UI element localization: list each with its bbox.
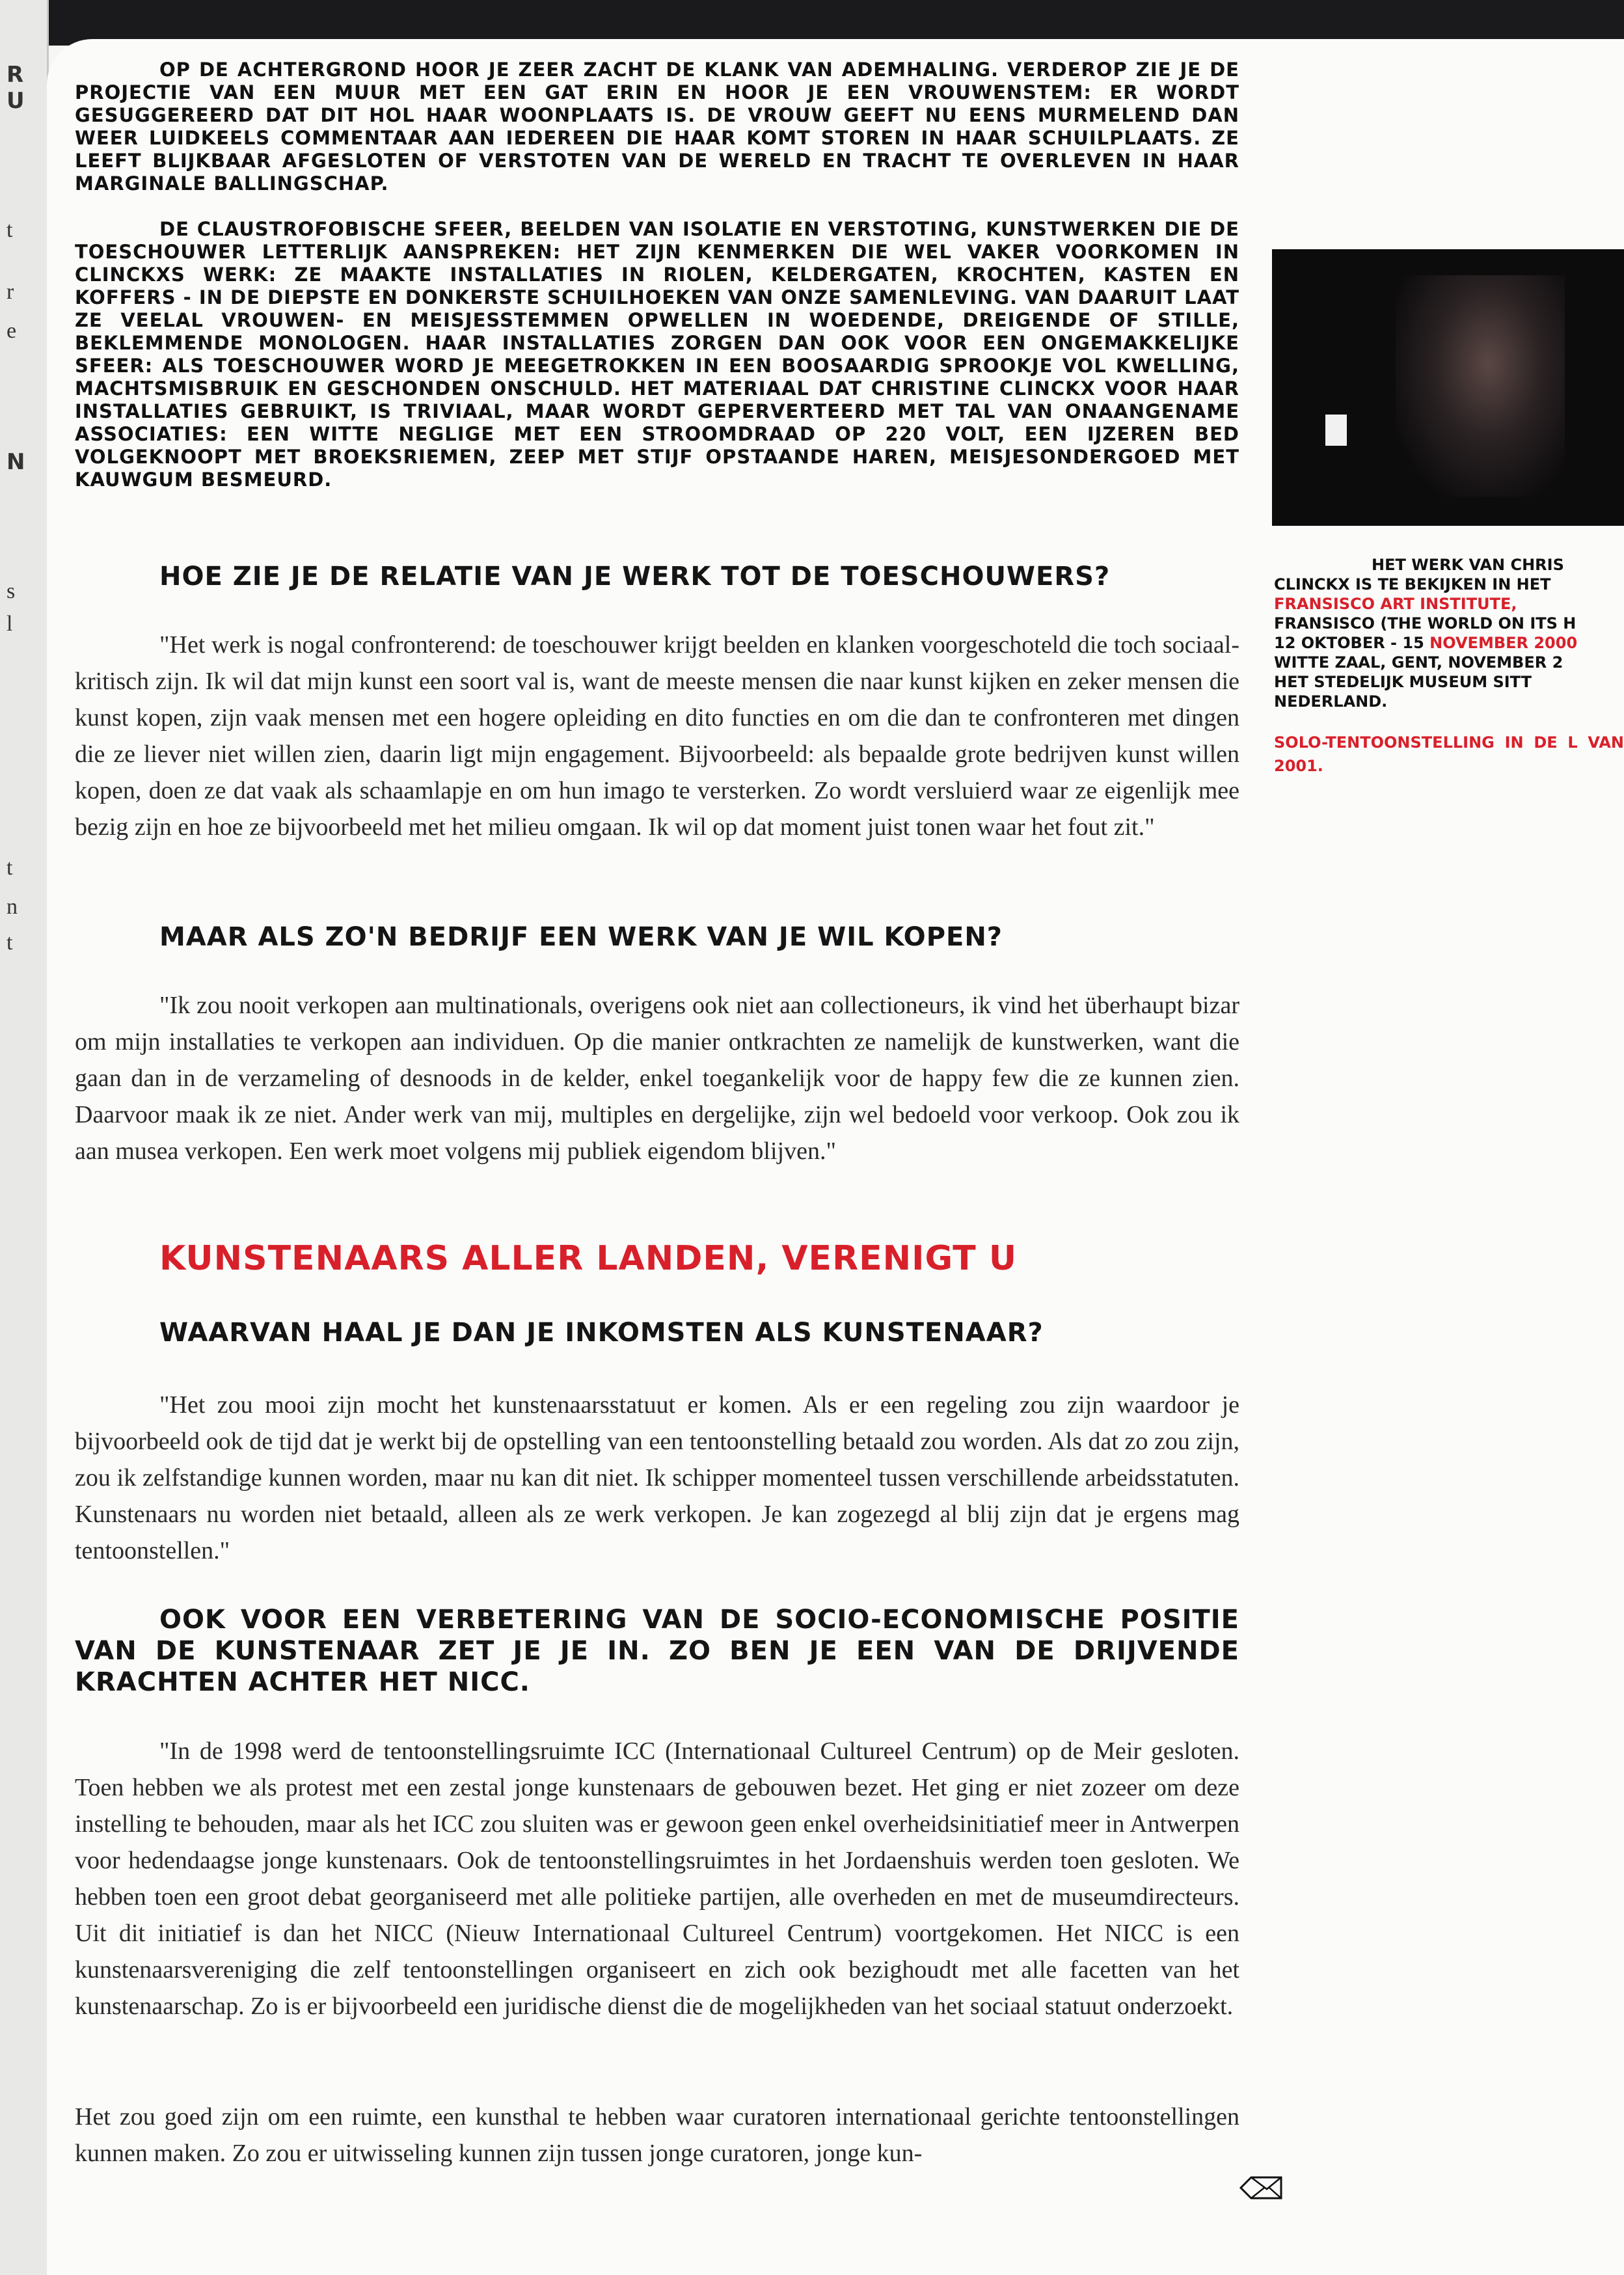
caption-date-red: NOVEMBER 2000: [1429, 634, 1578, 652]
question-1-heading: HOE ZIE JE DE RELATIE VAN JE WERK TOT DE TOESCHOUWERS?: [159, 562, 1111, 592]
caption-line: HET STEDELIJK MUSEUM SITT: [1274, 673, 1532, 691]
caption-line: NEDERLAND.: [1274, 692, 1388, 711]
margin-fragment: t: [7, 856, 13, 880]
margin-fragment: N: [7, 449, 25, 475]
intro-paragraph-1: OP DE ACHTERGROND HOOR JE ZEER ZACHT DE KLANK VAN ADEMHALING. VERDEROP ZIE JE DE PROJECTIE VAN EEN MUUR MET EEN GAT ERIN EN HOOR JE EEN VROUWENSTEM: ER WORDT GESUGGEREERD DAT DIT HOL HAAR WOONPLAATS IS. DE VROUW GEEFT NU EENS MURMELEND DAN WEER LUIDKEELS COMMENTAAR AAN IEDEREEN DIE HAAR KOMT STOREN IN HAAR SCHUILPLAATS. ZE LEEFT BLIJKBAAR AFGESLOTEN OF VERSTOTEN VAN DE WERELD EN TRACHT TE OVERLEVEN IN HAAR MARGINALE BALLINGSCHAP.: [75, 59, 1239, 195]
margin-fragment: n: [7, 895, 18, 919]
caption-note-red: SOLO-TENTOONSTELLING IN DE L VAN 2001.: [1274, 733, 1624, 775]
caption-line: HET WERK VAN CHRIS: [1372, 556, 1564, 574]
margin-fragment: r: [7, 280, 14, 304]
answer-4: "In de 1998 werd de tentoonstellingsruimte ICC (Internationaal Cultureel Centrum) op de Meir gesloten. Toen hebben we als protest met een zestal jonge kunstenaars de gebouwen bezet. Het ging er niet zozeer om deze instelling te behouden, maar als het ICC zou sluiten was er gewoon geen enkel overheidsinitiatief meer in Antwerpen voor hedendaagse jonge kunstenaars. Ook de tentoonstellingsruimtes in het Jordaenshuis werden toen gesloten. We hebben toen een groot debat georganiseerd met alle politieke partijen, alle overheden en met de museumdirecteurs. Uit dit initiatief is dan het NICC (Nieuw Internationaal Cultureel Centrum) voortgekomen. Het NICC is een kunstenaarsvereniging die zelf tentoonstellingen organiseert en zich ook bezighoudt met alle facetten van het kunstenaarschap. Zo is er bijvoorbeeld een juridische dienst die de mogelijkheden van het sociaal statuut onderzoekt.: [75, 1737, 1239, 2020]
answer-4-continued: Het zou goed zijn om een ruimte, een kunsthal te hebben waar curatoren internationaal gerichte tentoonstellingen kunnen maken. Zo zou er uitwisseling kunnen zijn tussen jonge curatoren, jonge kun-: [75, 2103, 1239, 2167]
intro-paragraph-2: DE CLAUSTROFOBISCHE SFEER, BEELDEN VAN ISOLATIE EN VERSTOTING, KUNSTWERKEN DIE DE TOESCHOUWER LETTERLIJK AANSPREKEN: HET ZIJN KENMERKEN DIE WEL VAKER VOORKOMEN IN CLINCKXS WERK: ZE MAAKTE INSTALLATIES IN RIOLEN, KELDERGATEN, KROCHTEN, KASTEN EN KOFFERS - IN DE DIEPSTE EN DONKERSTE SCHUILHOEKEN VAN ONZE SAMENLEVING. VAN DAARUIT LAAT ZE VEELAL VROUWEN- EN MEISJESSTEMMEN OPWELLEN IN WOEDENDE, DREIGENDE OF STILLE, BEKLEMMENDE MONOLOGEN. HAAR INSTALLATIES ZORGEN DAN OOK VOOR EEN ONGEMAKKELIJKE SFEER: ALS TOESCHOUWER WORD JE MEEGETROKKEN IN EEN BOOSAARDIG SPROOKJE VOL KWELLING, MACHTSMISBRUIK EN GESCHONDEN ONSCHULD. HET MATERIAAL DAT CHRISTINE CLINCKX VOOR HAAR INSTALLATIES GEBRUIKT, IS TRIVIAAL, MAAR WORDT GEPERVERTEERD MET TAL VAN ONAANGENAME ASSOCIATIES: EEN WITTE NEGLIGE MET EEN STROOMDRAAD OP 220 VOLT, EEN IJZEREN BED VOLGEKNOOPT MET BROEKSRIEMEN, ZEEP MET STIJF OPSTAANDE HAREN, MEISJESONDERGOED MET KAUWGUM BESMEURD.: [75, 218, 1239, 491]
intro-text: [75, 59, 1239, 491]
photo-white-rectangle: [1325, 415, 1347, 446]
caption-line-red: FRANSISCO ART INSTITUTE,: [1274, 595, 1517, 613]
question-4-heading: OOK VOOR EEN VERBETERING VAN DE SOCIO-ECONOMISCHE POSITIE VAN DE KUNSTENAAR ZET JE JE IN. ZO BEN JE EEN VAN DE DRIJVENDE KRACHTEN ACHTER HET NICC.: [75, 1605, 1239, 1697]
caption-line: FRANSISCO (THE WORLD ON ITS H: [1274, 614, 1577, 633]
margin-fragment: e: [7, 319, 17, 343]
margin-fragment: s: [7, 579, 16, 603]
photo-dark-glow: [1396, 275, 1565, 497]
section-heading: KUNSTENAARS ALLER LANDEN, VERENIGT U: [159, 1239, 1018, 1278]
caption-line: WITTE ZAAL, GENT, NOVEMBER 2: [1274, 653, 1563, 672]
caption-date: 12 OKTOBER - 15: [1274, 634, 1430, 652]
margin-fragment: t: [7, 218, 13, 242]
caption-line: CLINCKX IS TE BEKIJKEN IN HET: [1274, 575, 1551, 593]
answer-1: "Het werk is nogal confronterend: de toeschouwer krijgt beelden en klanken voorgeschoteld die toch sociaal-kritisch zijn. Ik wil dat mijn kunst een soort val is, want de meeste mensen die naar kunst kijken en zeker mensen die kunst kopen, zijn vaak mensen met een hogere opleiding en dito functies en om die dan te confronteren met dingen die ze liever niet willen zien, daarin ligt mijn engagement. Bijvoorbeeld: als bepaalde grote bedrijven kunst willen kopen, doen ze dat vaak als schaamlapje en om hun imago te versterken. Zo wordt versluierd waar ze eigenlijk mee bezig zijn en hoe ze bijvoorbeeld met het milieu omgaan. Ik wil op dat moment juist tonen waar het fout zit.": [75, 631, 1239, 841]
margin-fragment: R: [7, 62, 24, 88]
photo-caption: [1274, 555, 1624, 778]
margin-fragment: t: [7, 931, 13, 955]
margin-fragment: U: [7, 88, 25, 114]
question-3-heading: WAARVAN HAAL JE DAN JE INKOMSTEN ALS KUNSTENAAR?: [159, 1318, 1044, 1348]
installation-photo: [1272, 249, 1624, 526]
answer-3: "Het zou mooi zijn mocht het kunstenaarsstatuut er komen. Als er een regeling zou zijn waardoor je bijvoorbeeld ook de tijd dat je werkt bij de opstelling van een tentoonstelling betaald zou worden. Als dat zo zou zijn, zou ik zelfstandige kunnen worden, maar nu kan dit niet. Ik schipper momenteel tussen verschillende arbeidsstatuten. Kunstenaars nu worden niet betaald, alleen als ze werk verkopen. Je kan zogezegd al blij zijn dat je ergens mag tentoonstellen.": [75, 1391, 1239, 1564]
caption-line: [1274, 633, 1624, 653]
envelope-icon: [1238, 2175, 1284, 2201]
answer-2: "Ik zou nooit verkopen aan multinationals, overigens ook niet aan collectioneurs, ik vind het überhaupt bizar om mijn installaties te verkopen aan individuen. Op die manier ontkrachten ze namelijk de kunstwerken, want die gaan dan in de verzameling of desnoods in de kelder, enkel toegankelijk voor de happy few die ze kunnen zien. Daarvoor maak ik ze niet. Ander werk van mij, multiples en dergelijke, zijn wel bedoeld voor verkoop. Ook zou ik aan musea verkopen. Een werk moet volgens mij publiek eigendom blijven.": [75, 992, 1239, 1165]
margin-fragment: l: [7, 612, 13, 636]
left-page-edge: [0, 0, 49, 2275]
question-2-heading: MAAR ALS ZO'N BEDRIJF EEN WERK VAN JE WIL KOPEN?: [159, 922, 1003, 952]
